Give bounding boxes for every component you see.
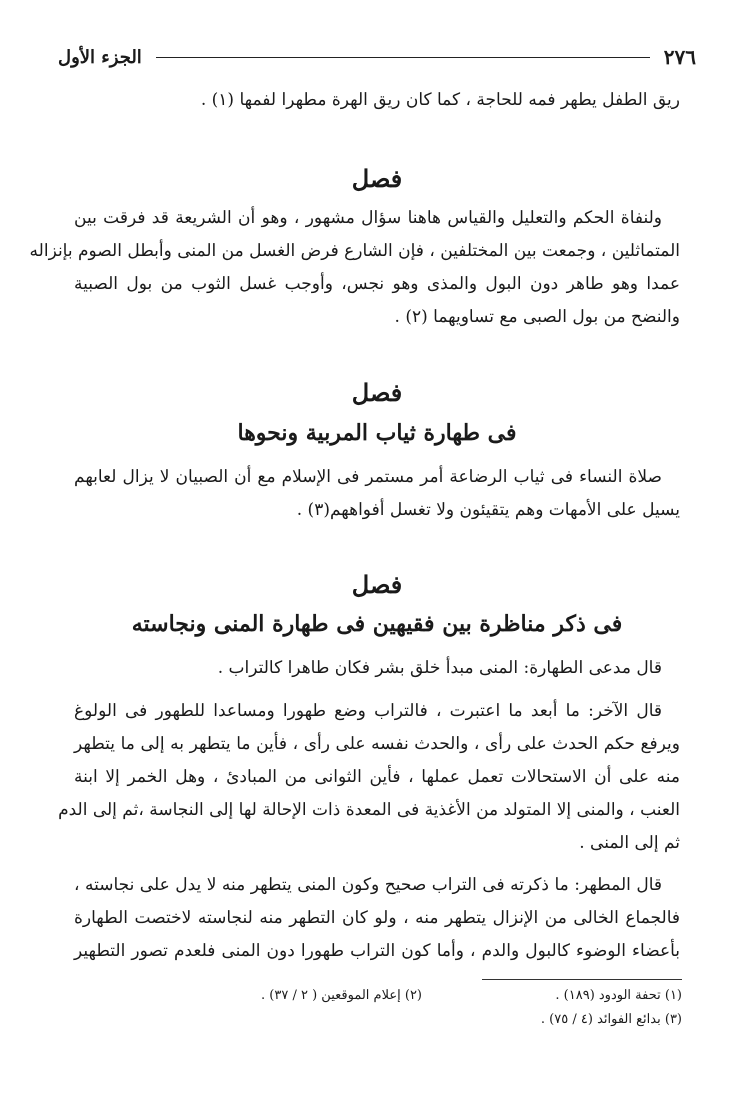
- debate-line-5: العنب ، والمنى إلا المتولد من الأغذية فى المعدة ذات الإحالة لها إلى النجاسة ،ثم إلى الدم: [58, 800, 680, 820]
- section1-line-1: ولنفاة الحكم والتعليل والقياس هاهنا سؤال مشهور ، وهو أن الشريعة قد فرقت بين: [74, 208, 662, 228]
- section2-line-1: صلاة النساء فى ثياب الرضاعة أمر مستمر فى الإسلام مع أن الصبيان لا يزال لعابهم: [74, 467, 662, 487]
- debate-line-7: قال المطهر: ما ذكرته فى التراب صحيح وكون المنى يتطهر منه لا يدل على نجاسته ،: [74, 875, 662, 895]
- debate-line-6: ثم إلى المنى .: [579, 833, 680, 853]
- section-heading-3: فصل: [351, 570, 403, 599]
- section1-line-4: والنضح من بول الصبى مع تساويهما (٢) .: [394, 307, 680, 327]
- section-subheading-2: فى طهارة ثياب المربية ونحوها: [237, 420, 517, 446]
- debate-line-9: بأعضاء الوضوء كالبول والدم ، وأما كون التراب طهورا دون المنى فلعدم تصور التطهير: [74, 941, 680, 961]
- section1-line-2: المتماثلين ، وجمعت بين المختلفين ، فإن الشارع فرض الغسل من المنى وأبطل الصوم بإنزاله: [29, 241, 680, 261]
- section-heading-2: فصل: [351, 378, 403, 407]
- debate-line-8: فالجماع الخالى من الإنزال يتطهر منه ، ولو كان التطهر منه لنجاسته لاختصت الطهارة: [74, 908, 680, 928]
- footnote-2: (٢) إعلام الموقعين ( ٢ / ٣٧) .: [261, 988, 422, 1003]
- page-number: ٢٧٦: [663, 45, 696, 69]
- section-subheading-3: فى ذكر مناظرة بين فقيهين فى طهارة المنى ونجاسته: [131, 611, 623, 637]
- volume-title: الجزء الأول: [58, 46, 142, 68]
- running-header: [58, 42, 696, 72]
- header-rule: [156, 57, 650, 58]
- footnote-3: (٣) بدائع الفوائد (٤ / ٧٥) .: [540, 1012, 682, 1027]
- section2-line-2: يسيل على الأمهات وهم يتقيئون ولا تغسل أفواههم(٣) .: [296, 500, 680, 520]
- footnote-rule: [482, 979, 682, 980]
- debate-line-2: قال الآخر: ما أبعد ما اعتبرت ، فالتراب وضع طهورا ومساعدا للطهور فى الولوغ: [74, 701, 662, 721]
- intro-line: ريق الطفل يطهر فمه للحاجة ، كما كان ريق الهرة مطهرا لفمها (١) .: [200, 90, 680, 110]
- section1-line-3: عمدا وهو طاهر دون البول والمذى وهو نجس، وأوجب غسل الثوب من بول الصبية: [74, 274, 680, 294]
- debate-line-1: قال مدعى الطهارة: المنى مبدأ خلق بشر فكان طاهرا كالتراب .: [217, 658, 662, 678]
- footnote-1: (١) تحفة الودود (١٨٩) .: [555, 988, 682, 1003]
- debate-line-3: ويرفع حكم الحدث على رأى ، والحدث نفسه على رأى ، فأين ما يتطهر به إلى ما يتطهر: [74, 734, 680, 754]
- section-heading-1: فصل: [351, 164, 403, 193]
- debate-line-4: منه على أن الاستحالات تعمل عملها ، فأين الثوانى من المبادئ ، وهل الخمر إلا ابنة: [74, 767, 680, 787]
